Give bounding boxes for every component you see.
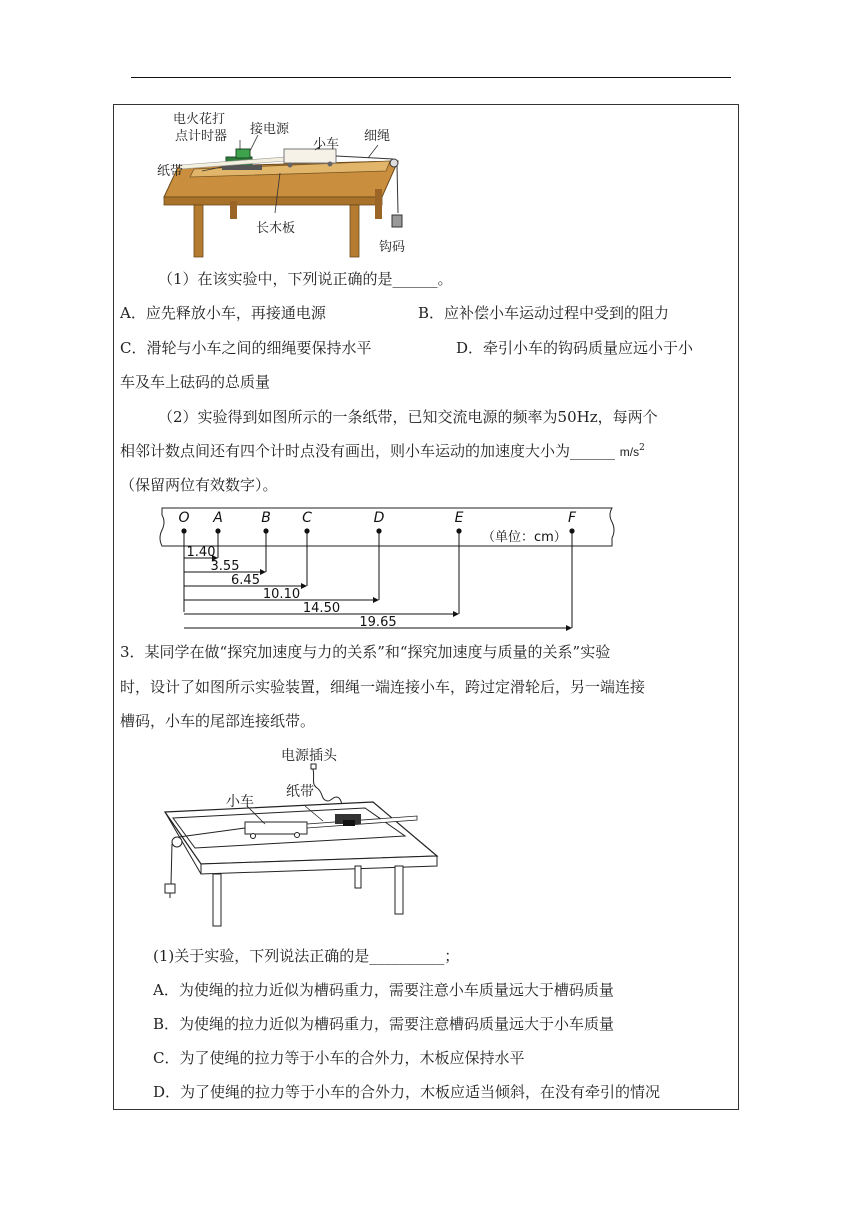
q1-option-d-line1: D．牵引小车的钩码质量应远小于小	[456, 339, 694, 357]
tape-label-E: E	[454, 510, 464, 526]
q3-1-stem: (1)关于实验，下列说法正确的是__________；	[153, 947, 460, 965]
q2-line1: （2）实验得到如图所示的一条纸带，已知交流电源的频率为50Hz，每两个	[158, 408, 658, 426]
label-cart-2: 小车	[226, 794, 254, 810]
apparatus-2-drawing	[155, 738, 445, 930]
q1-option-d-line2: 车及车上砝码的总质量	[120, 373, 271, 391]
q1-option-b: B．应补偿小车运动过程中受到的阻力	[418, 304, 670, 322]
tape-dimensions	[184, 545, 572, 631]
q2-line2-text: 相邻计数点间还有四个计时点没有画出，则小车运动的加速度大小为______	[120, 442, 616, 460]
q1-option-c: C．滑轮与小车之间的细绳要保持水平	[120, 339, 372, 357]
dim-label-6: 19.65	[359, 615, 397, 630]
q3-line1: 3．某同学在做“探究加速度与力的关系”和“探究加速度与质量的关系”实验	[120, 643, 611, 661]
q2-line3: （保留两位有效数字）。	[120, 476, 278, 494]
tape-label-D: D	[373, 510, 385, 526]
q1-option-a: A．应先释放小车，再接通电源	[120, 304, 326, 322]
dim-arrow-2	[260, 569, 266, 575]
dim-label-5: 14.50	[302, 601, 341, 616]
dim-label-3: 6.45	[231, 573, 260, 588]
dim-label-1: 1.40	[186, 545, 216, 560]
header-rule	[131, 77, 731, 78]
label-power: 接电源	[250, 122, 290, 137]
label-weight: 钩码	[379, 240, 406, 255]
tape-label-O: O	[178, 510, 190, 526]
paper-tape-figure	[150, 500, 620, 630]
label-board: 长木板	[256, 221, 296, 236]
q3-1-option-d: D．为了使绳的拉力等于小车的合外力，木板应适当倾斜，在没有牵引的情况	[153, 1083, 661, 1101]
label-timer-line2: 点计时器	[175, 129, 228, 144]
tape-label-C: C	[302, 510, 312, 526]
q3-1-option-a: A．为使绳的拉力近似为槽码重力，需要注意小车质量远大于槽码质量	[153, 981, 614, 999]
tape-label-F: F	[567, 510, 577, 526]
q3-1-option-c: C．为了使绳的拉力等于小车的合外力，木板应保持水平	[153, 1049, 525, 1067]
q2-line2	[120, 441, 645, 462]
dim-arrow-4	[373, 597, 379, 603]
label-plug: 电源插头	[281, 748, 337, 764]
tape-unit-label: （单位：cm）	[482, 530, 567, 545]
q3-1-option-b: B．为使绳的拉力近似为槽码重力，需要注意槽码质量远大于小车质量	[153, 1015, 615, 1033]
dim-label-2: 3.55	[210, 559, 240, 574]
tape-label-A: A	[213, 510, 223, 526]
label-timer-line1: 电火花打	[173, 112, 226, 127]
dim-arrow-5	[453, 611, 459, 617]
q3-line2: 时，设计了如图所示实验装置，细绳一端连接小车，跨过定滑轮后，另一端连接	[120, 678, 646, 696]
q3-line3: 槽码，小车的尾部连接纸带。	[120, 712, 316, 730]
dim-arrow-3	[301, 583, 307, 589]
q2-unit: m/s	[619, 445, 640, 459]
dim-label-4: 10.10	[262, 587, 301, 602]
label-tape-2: 纸带	[286, 784, 314, 800]
label-tape: 纸带	[157, 164, 184, 179]
tape-label-B: B	[261, 510, 271, 526]
q2-unit-exponent: 2	[639, 443, 645, 453]
label-rope: 细绳	[364, 129, 391, 144]
label-cart: 小车	[313, 137, 340, 152]
q1-stem: （1）在该实验中，下列说正确的是______。	[158, 270, 453, 288]
